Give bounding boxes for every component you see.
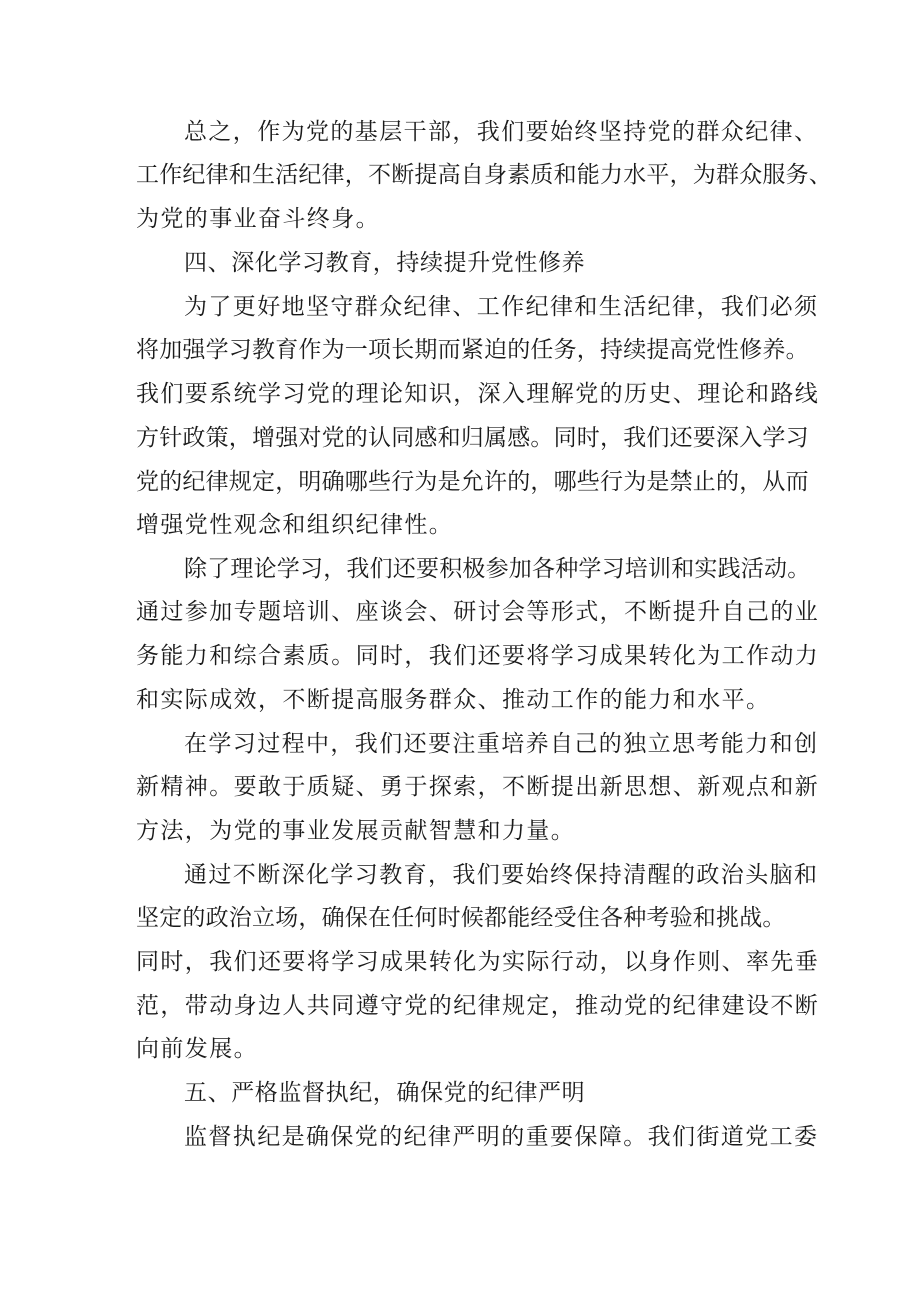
section-heading-5: 五、严格监督执纪，确保党的纪律严明 [184,1080,586,1106]
paragraph-line: 将加强学习教育作为一项长期而紧迫的任务，持续提高党性修养。 [136,337,809,363]
paragraph-line: 工作纪律和生活纪律，不断提高自身素质和能力水平，为群众服务、 [136,162,832,188]
paragraph-line: 总之，作为党的基层干部，我们要始终坚持党的群众纪律、 [184,119,819,145]
paragraph-line: 为党的事业奋斗终身。 [136,206,380,232]
paragraph-line: 范，带动身边人共同遵守党的纪律规定，推动党的纪律建设不断 [136,993,820,1019]
paragraph-line: 坚定的政治立场，确保在任何时候都能经受住各种考验和挑战。 [136,905,786,931]
paragraph-line: 党的纪律规定，明确哪些行为是允许的，哪些行为是禁止的，从而 [136,469,809,495]
paragraph-line: 方法，为党的事业发展贡献智慧和力量。 [136,818,576,844]
paragraph-line: 和实际成效，不断提高服务群众、推动工作的能力和水平。 [136,687,771,713]
paragraph-line: 通过不断深化学习教育，我们要始终保持清醒的政治头脑和 [184,862,819,888]
paragraph-line: 增强党性观念和组织纪律性。 [136,512,454,538]
paragraph-line: 在学习过程中，我们还要注重培养自己的独立思考能力和创 [184,731,819,757]
paragraph-line: 为了更好地坚守群众纪律、工作纪律和生活纪律，我们必须 [184,294,819,320]
paragraph-line: 除了理论学习，我们还要积极参加各种学习培训和实践活动。 [184,556,811,582]
paragraph-line: 新精神。要敢于质疑、勇于探索，不断提出新思想、新观点和新 [136,774,820,800]
section-heading-4: 四、深化学习教育，持续提升党性修养 [184,250,586,276]
paragraph-line: 监督执纪是确保党的纪律严明的重要保障。我们街道党工委 [184,1124,819,1150]
paragraph-line: 我们要系统学习党的理论知识，深入理解党的历史、理论和路线 [136,381,820,407]
paragraph-line: 通过参加专题培训、座谈会、研讨会等形式，不断提升自己的业 [136,599,820,625]
paragraph-line: 同时，我们还要将学习成果转化为实际行动，以身作则、率先垂 [136,949,820,975]
paragraph-line: 务能力和综合素质。同时，我们还要将学习成果转化为工作动力 [136,643,820,669]
paragraph-line: 向前发展。 [136,1036,258,1062]
paragraph-line: 方针政策，增强对党的认同感和归属感。同时，我们还要深入学习 [136,425,809,451]
